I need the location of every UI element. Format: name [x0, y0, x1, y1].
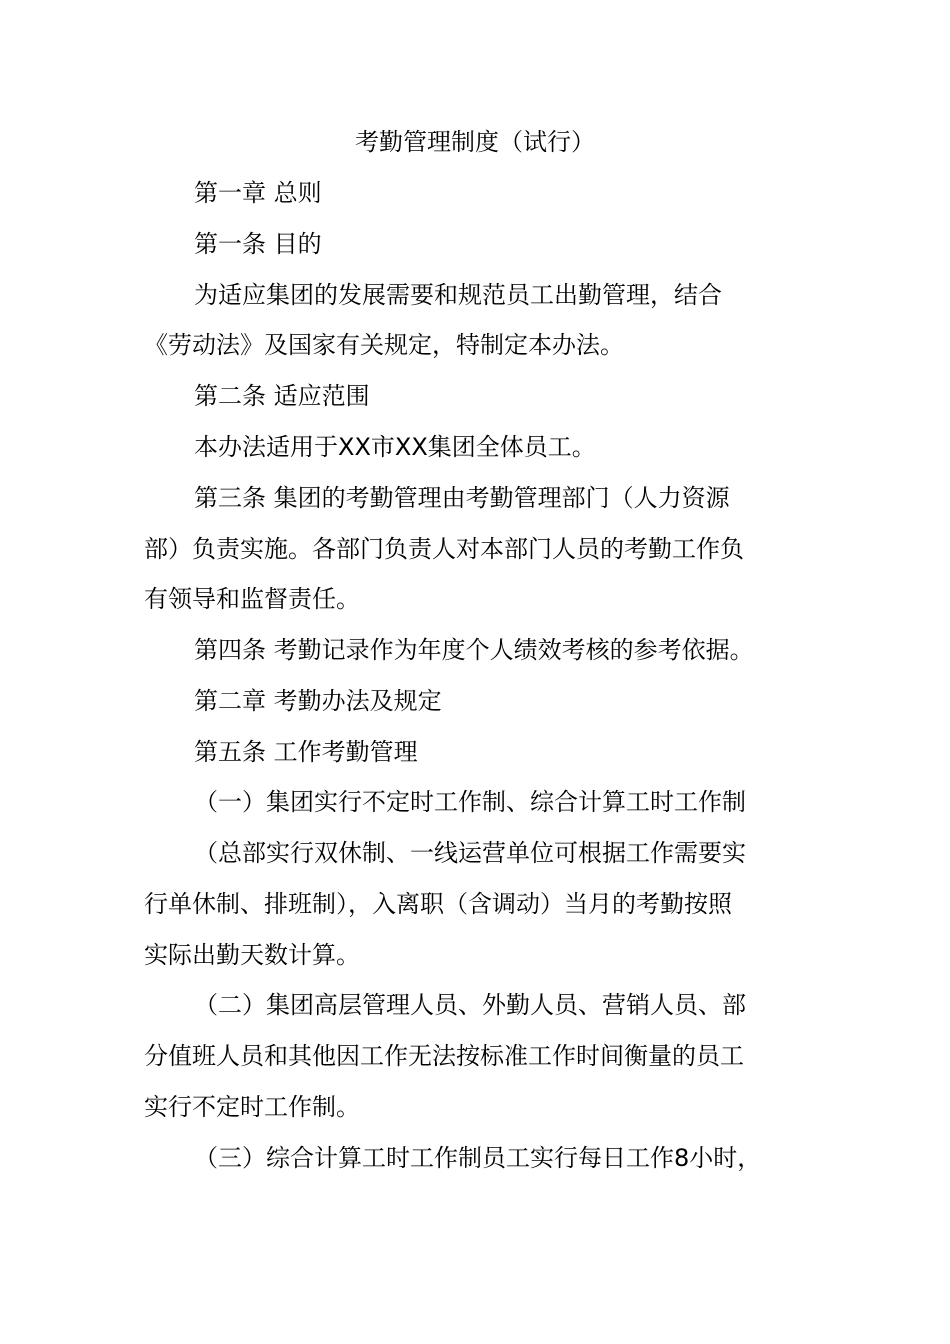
article-heading: 第一条 目的: [194, 230, 322, 258]
chapter-heading: 第一章 总则: [194, 179, 322, 207]
paragraph-line: 分值班人员和其他因工作无法按标准工作时间衡量的员工: [144, 1042, 744, 1070]
paragraph-line: 部）负责实施。各部门负责人对本部门人员的考勤工作负: [144, 535, 744, 563]
paragraph-line: 行单休制、排班制），入离职（含调动）当月的考勤按照: [144, 890, 732, 918]
list-item-line: （一）集团实行不定时工作制、综合计算工时工作制: [194, 788, 746, 816]
paragraph-line: 本办法适用于XX市XX集团全体员工。: [194, 433, 596, 461]
paragraph-line: 实行不定时工作制。: [144, 1093, 360, 1121]
article-heading: 第五条 工作考勤管理: [194, 738, 418, 766]
list-item-line: （二）集团高层管理人员、外勤人员、营销人员、部: [194, 991, 746, 1019]
paragraph-line: 《劳动法》及国家有关规定，特制定本办法。: [144, 331, 624, 359]
list-item-line: （三）综合计算工时工作制员工实行每日工作8小时，: [194, 1144, 762, 1172]
document-title: 考勤管理制度（试行）: [355, 128, 595, 156]
paragraph-line: 第三条 集团的考勤管理由考勤管理部门（人力资源: [194, 484, 730, 512]
chapter-heading: 第二章 考勤办法及规定: [194, 687, 442, 715]
paragraph-line: 实际出勤天数计算。: [144, 941, 360, 969]
paragraph-line: 为适应集团的发展需要和规范员工出勤管理，结合: [194, 281, 722, 309]
paragraph-line: （总部实行双休制、一线运营单位可根据工作需要实: [194, 839, 746, 867]
article-heading: 第二条 适应范围: [194, 382, 370, 410]
paragraph-line: 第四条 考勤记录作为年度个人绩效考核的参考依据。: [194, 636, 754, 664]
paragraph-line: 有领导和监督责任。: [144, 585, 360, 613]
